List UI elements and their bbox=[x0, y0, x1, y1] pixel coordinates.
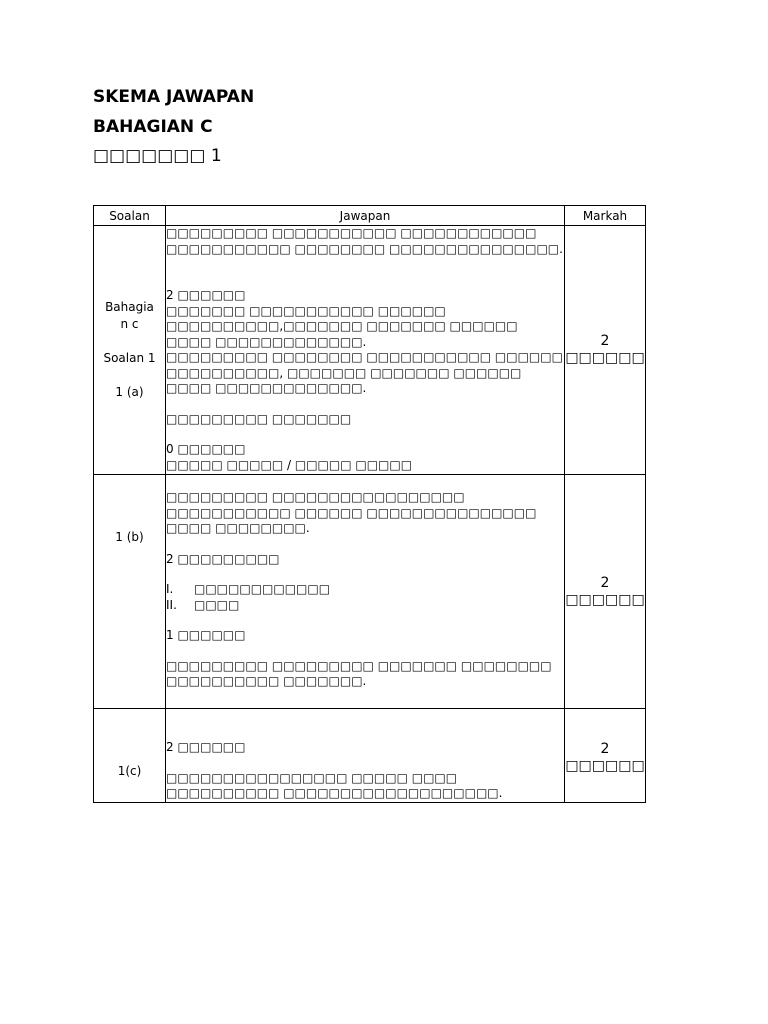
list-number: II. bbox=[166, 597, 177, 612]
markah-unit: □□□□□□ bbox=[565, 591, 645, 608]
list-item bbox=[166, 598, 564, 614]
header-jawapan: Jawapan bbox=[166, 206, 565, 226]
soalan-text bbox=[94, 367, 165, 384]
jawapan-cell bbox=[166, 475, 565, 709]
answer-text: □□□□□□□□□□□□□□□□ □□□□□ □□□□ □□□□□□□□□□ □□□□□□□□□□□□□□□□□□□. bbox=[166, 770, 503, 800]
answer-text: □□□□□□□□□ □□□□□□□□□ □□□□□□□ □□□□□□□□ □□□□□□□□□□ □□□□□□□. bbox=[166, 658, 552, 688]
soalan-cell bbox=[94, 475, 166, 709]
header-soalan: Soalan bbox=[94, 206, 166, 226]
markah-unit: □□□□□□ bbox=[565, 350, 645, 366]
jawapan-cell bbox=[166, 709, 565, 803]
list-text: □□□□ bbox=[194, 597, 240, 612]
answer-text: □□□□□□□□□ □□□□□□□□□□□□□□□□□ □□□□□□□□□□□ □□□□□□ □□□□□□□□□□□□□□□ □□□□ □□□□□□□□. bbox=[166, 490, 537, 535]
soalan-cell bbox=[94, 709, 166, 803]
section-title: BAHAGIAN C bbox=[93, 117, 213, 137]
soalan-cell bbox=[94, 226, 166, 475]
answer-scheme-table bbox=[93, 205, 646, 803]
mark-level: 2 □□□□□□ bbox=[166, 740, 246, 754]
answer-text: □□□□□□□□□ □□□□□□□□ □□□□□□□□□□□ □□□□□□ □□□□□□□□□□, □□□□□□□ □□□□□□□ □□□□□□ □□□□ □□□□□□□□□□□□□. bbox=[166, 350, 563, 395]
soalan-text: n c bbox=[120, 317, 139, 331]
jawapan-cell bbox=[166, 226, 565, 475]
mark-level: 0 □□□□□□ bbox=[166, 442, 246, 456]
answer-text: □□□□□□□ □□□□□□□□□□□ □□□□□□ □□□□□□□□□□,□□□□□□□ □□□□□□□ □□□□□□ □□□□ □□□□□□□□□□□□□. bbox=[166, 303, 518, 349]
soalan-text: 1 (b) bbox=[115, 530, 144, 544]
markah-value: 2 bbox=[600, 574, 610, 591]
answer-text: □□□□□ □□□□□ / □□□□□ □□□□□ bbox=[166, 457, 413, 472]
question-title: □□□□□□□ 1 bbox=[93, 146, 222, 166]
soalan-text: Soalan 1 bbox=[103, 351, 156, 365]
soalan-text: 1 (a) bbox=[115, 385, 144, 399]
list-number: I. bbox=[166, 582, 174, 596]
table-row bbox=[94, 709, 646, 803]
table-row bbox=[94, 226, 646, 475]
list-item bbox=[166, 582, 564, 598]
doc-title: SKEMA JAWAPAN bbox=[93, 87, 255, 107]
soalan-text: Bahagia bbox=[105, 300, 154, 314]
answer-text: □□□□□□□□□ □□□□□□□□□□□ □□□□□□□□□□□□ □□□□□□□□□□□ □□□□□□□□ □□□□□□□□□□□□□□□. bbox=[166, 226, 563, 256]
table-header-row bbox=[94, 206, 646, 226]
soalan-text bbox=[94, 333, 165, 350]
header-markah: Markah bbox=[565, 206, 646, 226]
mark-level: 1 □□□□□□ bbox=[166, 628, 246, 642]
markah-cell bbox=[565, 226, 646, 475]
list-text: □□□□□□□□□□□□ bbox=[194, 582, 331, 596]
mark-level: 2 □□□□□□ bbox=[166, 288, 246, 302]
markah-unit: □□□□□□ bbox=[565, 758, 645, 774]
markah-cell bbox=[565, 709, 646, 803]
answer-text: □□□□□□□□□ □□□□□□□ bbox=[166, 411, 352, 426]
table-row bbox=[94, 475, 646, 709]
markah-cell bbox=[565, 475, 646, 709]
markah-value: 2 bbox=[600, 333, 610, 349]
markah-value: 2 bbox=[600, 741, 610, 757]
mark-level: 2 □□□□□□□□□ bbox=[166, 551, 280, 566]
soalan-text: 1(c) bbox=[117, 764, 142, 778]
